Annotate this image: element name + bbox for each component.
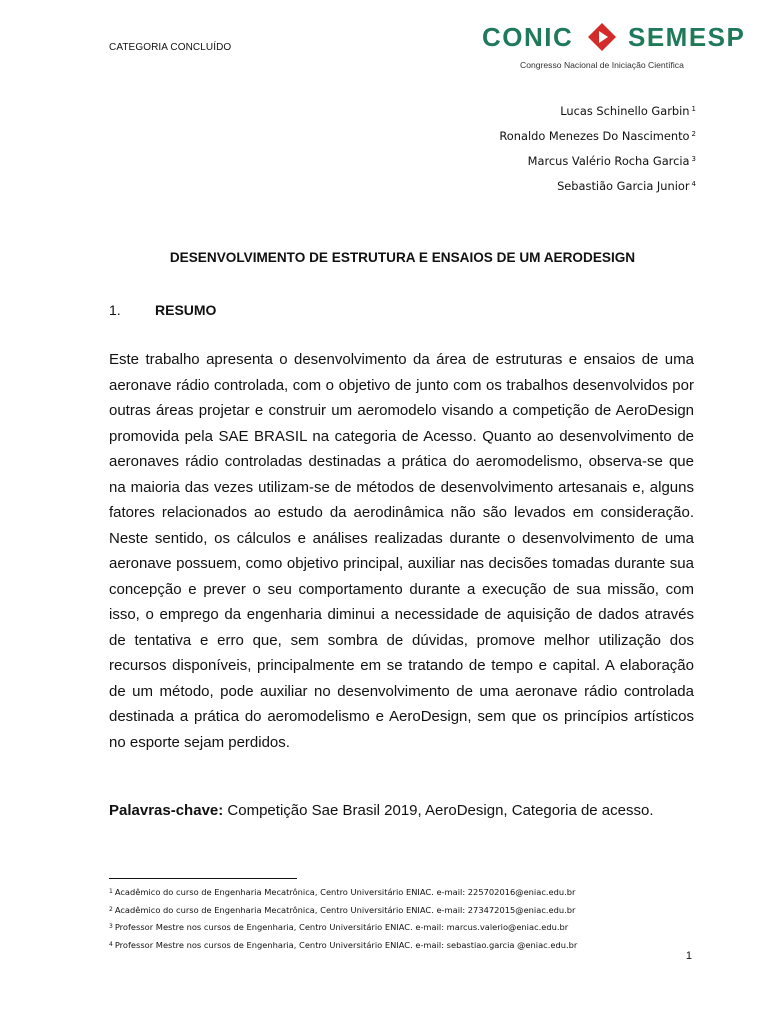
footnote xyxy=(109,938,577,956)
footnote xyxy=(109,903,577,921)
author-line xyxy=(499,152,696,177)
author-name: Marcus Valério Rocha Garcia xyxy=(527,154,690,168)
logo-subtitle: Congresso Nacional de Iniciação Científica xyxy=(520,60,684,70)
section-name: RESUMO xyxy=(155,302,217,318)
author-name: Sebastião Garcia Junior xyxy=(557,179,690,193)
footnote-divider xyxy=(109,878,297,879)
author-footnote-ref: 4 xyxy=(691,180,696,188)
footnote xyxy=(109,885,577,903)
footnote-text: Professor Mestre nos cursos de Engenharia, Centro Universitário ENIAC. e-mail: sebastiao.garcia @eniac.edu.br xyxy=(114,939,578,950)
footnote-text: Acadêmico do curso de Engenharia Mecatrônica, Centro Universitário ENIAC. e-mail: 273472015@eniac.edu.br xyxy=(114,904,576,915)
section-heading xyxy=(109,302,216,318)
author-line xyxy=(499,102,696,127)
keywords-value: Competição Sae Brasil 2019, AeroDesign, Categoria de acesso. xyxy=(223,802,654,819)
keywords-label: Palavras-chave: xyxy=(109,802,224,819)
logo-conic-text: CONIC xyxy=(482,22,574,52)
keywords-line xyxy=(109,802,654,819)
category-label: CATEGORIA CONCLUÍDO xyxy=(109,42,232,53)
paper-title: DESENVOLVIMENTO DE ESTRUTURA E ENSAIOS DE UM AERODESIGN xyxy=(169,250,636,265)
footnote-ref: 1 xyxy=(109,888,113,895)
author-name: Lucas Schinello Garbin xyxy=(560,104,690,118)
author-line xyxy=(499,127,696,152)
footnote-ref: 2 xyxy=(109,905,113,913)
footnotes xyxy=(109,885,577,955)
footnote-text: Professor Mestre nos cursos de Engenharia, Centro Universitário ENIAC. e-mail: marcus.valerio@eniac.edu.br xyxy=(114,922,569,932)
footnote-text: Acadêmico do curso de Engenharia Mecatrônica, Centro Universitário ENIAC. e-mail: 225702016@eniac.edu.br xyxy=(114,887,576,897)
author-footnote-ref: 3 xyxy=(691,155,696,163)
author-list xyxy=(499,102,696,202)
footnote-ref: 3 xyxy=(109,923,113,930)
conic-semesp-logo xyxy=(480,20,746,78)
author-name: Ronaldo Menezes Do Nascimento xyxy=(499,129,690,143)
author-footnote-ref: 2 xyxy=(691,130,696,138)
author-line xyxy=(499,177,696,202)
footnote xyxy=(109,920,577,938)
section-number: 1. xyxy=(109,302,121,318)
page-number: 1 xyxy=(685,950,692,962)
author-footnote-ref: 1 xyxy=(691,105,696,113)
abstract-paragraph: Este trabalho apresenta o desenvolvimento da área de estruturas e ensaios de uma aeronave rádio controlada, com o objetivo de junto com os trabalhos desenvolvidos por outras áreas projetar e construir um aeromodelo visando a competição de AeroDesign promovida pela SAE BRASIL na categoria de Acesso. Quanto ao desenvolvimento de aeronaves rádio controladas destinadas a prática do aeromodelismo, observa-se que na maioria das vezes utilizam-se de métodos de desenvolvimento artesanais e, alguns fatores relacionados ao estudo da aerodinâmica não são levados em consideração. Neste sentido, os cálculos e análises realizadas durante o desenvolvimento de uma aeronave possuem, como objetivo principal, auxiliar nas decisões tomadas durante sua concepção e prever o seu comportamento durante a execução de sua missão, com isso, o emprego da engenharia diminui a necessidade de aquisição de dados através de tentativa e erro que, sem sombra de dúvidas, promove melhor utilização dos recursos disponíveis, principalmente em se tratando de tempo e capital. A elaboração de um método, pode auxiliar no desenvolvimento de uma aeronave rádio controlada destinada a prática do aeromodelismo e AeroDesign, sem que os princípios artísticos no esporte sejam perdidos. xyxy=(109,351,694,751)
footnote-ref: 4 xyxy=(109,940,113,948)
play-mark-icon xyxy=(587,22,617,52)
logo-semesp-text: SEMESP xyxy=(628,22,746,52)
